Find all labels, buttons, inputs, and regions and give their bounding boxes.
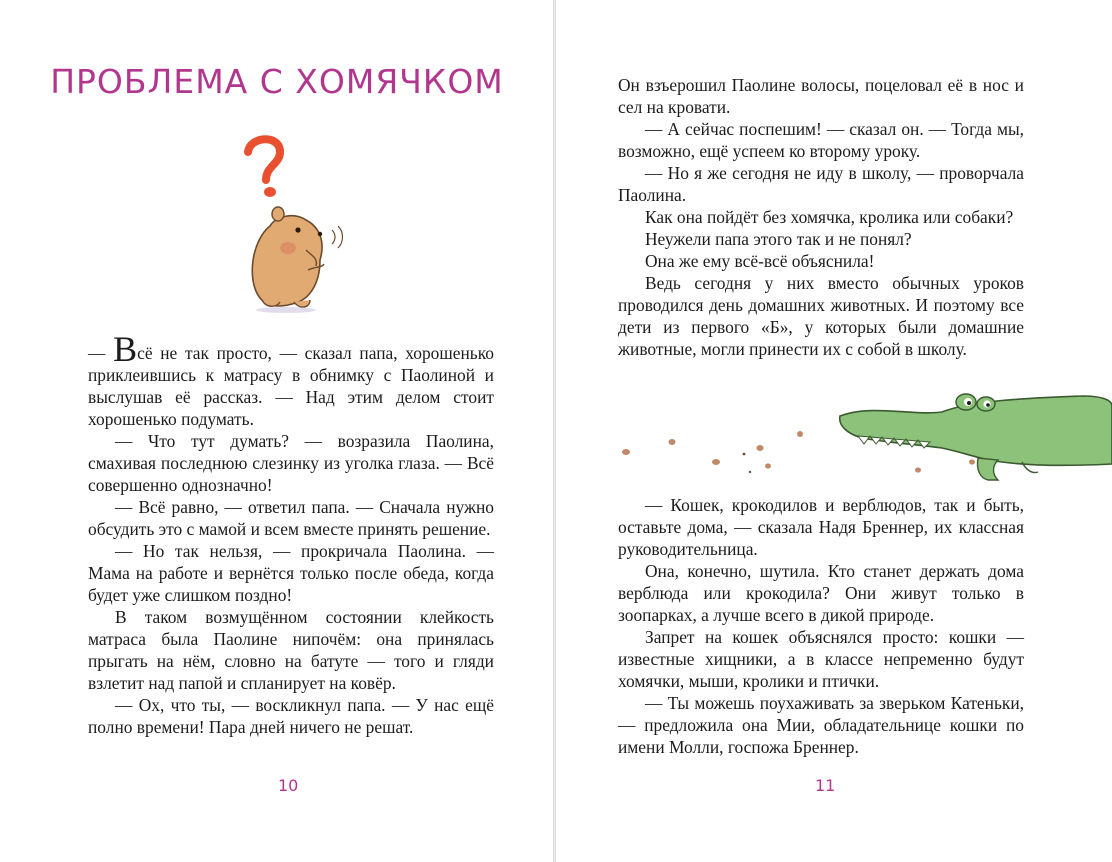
paragraph: — Что тут думать? — возразила Паолина, смахивая последнюю слезинку из уголка глаза. — Всё совершенно однозначно! bbox=[88, 431, 494, 495]
chapter-title: ПРОБЛЕМА С ХОМЯЧКОМ bbox=[50, 62, 504, 101]
paragraph: — Но я же сегодня не иду в школу, — проворчала Паолина. bbox=[618, 163, 1024, 205]
left-page-text bbox=[88, 329, 494, 738]
paragraph: — Ох, что ты, — воскликнул папа. — У нас ещё полно времени! Пара дней ничего не решат. bbox=[88, 695, 494, 737]
left-page bbox=[0, 0, 554, 862]
page-number: 11 bbox=[815, 776, 836, 795]
right-page-text-bottom bbox=[618, 494, 1024, 758]
paragraph: В таком возмущённом состоянии клейкость матраса была Паолине нипочём: она принялась прыгать на нём, словно на батуте — того и гляди взлетит над папой и спланирует на ковёр. bbox=[88, 607, 494, 693]
hamster-icon bbox=[252, 207, 342, 313]
paragraph: Как она пойдёт без хомячка, кролика или собаки? bbox=[645, 207, 1014, 227]
paragraph: — Ты можешь поухаживать за зверьком Катеньки, — предложила она Мии, обладательнице кошки по имени Молли, госпожа Бреннер. bbox=[618, 693, 1024, 757]
paragraph: — Всё не так просто, — сказал папа, хорошенько приклеившись к матрасу в обнимку с Паолиной и выслушав её рассказ. — Над этим делом стоит хорошенько подумать. bbox=[88, 329, 494, 429]
paragraph: Он взъерошил Паолине волосы, поцеловал её в нос и сел на кровати. bbox=[618, 75, 1024, 117]
question-mark-icon bbox=[248, 139, 280, 197]
paragraph: Она, конечно, шутила. Кто станет держать дома верблюда или крокодила? Они живут только в зоопарках, а лучше всего в дикой природе. bbox=[618, 561, 1024, 625]
page-number: 10 bbox=[278, 776, 299, 795]
crocodile-illustration bbox=[612, 386, 1112, 486]
right-page-text-top bbox=[618, 74, 1024, 360]
paragraph: — Всё равно, — ответил папа. — Сначала нужно обсудить это с мамой и всем вместе принять решение. bbox=[88, 497, 494, 539]
paragraph: Она же ему всё-всё объяснила! bbox=[645, 251, 875, 271]
crocodile-icon bbox=[840, 394, 1112, 480]
paragraph: Запрет на кошек объяснялся просто: кошки — известные хищники, а в классе непременно будут хомячки, мыши, кролики и птички. bbox=[618, 627, 1024, 691]
hamster-illustration bbox=[236, 130, 356, 316]
paragraph: — А сейчас поспешим! — сказал он. — Тогда мы, возможно, ещё успеем ко второму уроку. bbox=[618, 119, 1024, 161]
paragraph: — Но так нельзя, — прокричала Паолина. — Мама на работе и вернётся только после обеда, когда будет уже слишком поздно! bbox=[88, 541, 494, 605]
paragraph: Неужели папа этого так и не понял? bbox=[645, 229, 912, 249]
dropcap: В bbox=[113, 329, 138, 369]
paragraph: Ведь сегодня у них вместо обычных уроков проводился день домашних животных. И поэтому все дети из первого «Б», у которых были домашние животные, могли принести их с собой в школу. bbox=[618, 273, 1024, 359]
paragraph: — Кошек, крокодилов и верблюдов, так и быть, оставьте дома, — сказала Надя Бреннер, их классная руководительница. bbox=[618, 495, 1024, 559]
